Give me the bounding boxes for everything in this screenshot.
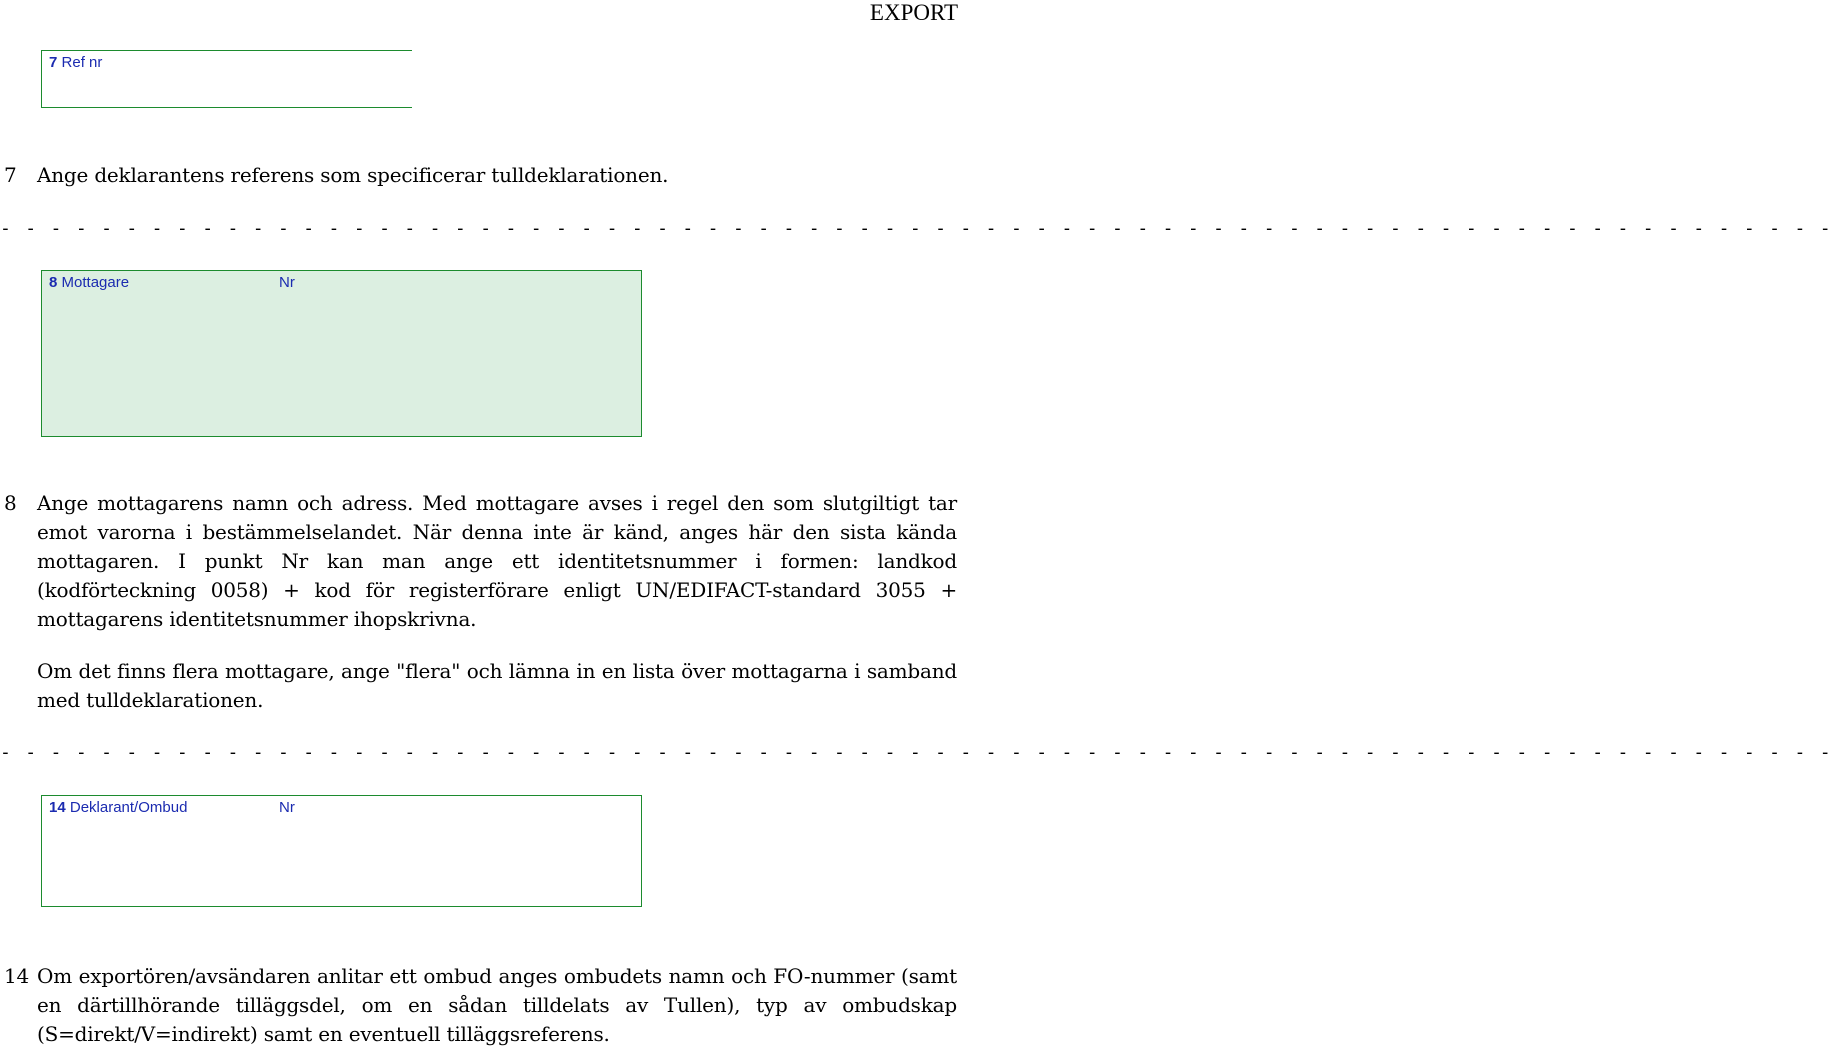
- section-8-text-2: Om det finns flera mottagare, ange "flera" och lämna in en lista över mottagarna i samband med tulldeklarationen.: [37, 659, 957, 712]
- section-8-number: 8: [4, 491, 17, 515]
- ref-nr-field-text: Ref nr: [61, 54, 103, 71]
- mottagare-field-box: [41, 270, 642, 437]
- deklarant-field-text: Deklarant/Ombud: [69, 799, 188, 816]
- section-8-text: Ange mottagarens namn och adress. Med mottagare avses i regel den som slutgiltigt tar emot varorna i bestämmelselandet. När denna inte är känd, anges här den sista kända mottagaren. I punkt Nr kan man ange ett identitetsnummer i formen: landkod (kodförteckning 0058) + kod för registerförare enligt UN/EDIFACT-standard 3055 + mottagarens identitetsnummer ihopskrivna.: [37, 491, 957, 631]
- deklarant-field-label: [49, 799, 187, 816]
- separator-2: - - - - - - - - - - - - - - - - - - - - - - - - - - - - - - - - - - - - - - - - - - - - - - - - - - - - - - - - - - - - - - - - - - - - - - - - -: [0, 742, 1832, 763]
- section-7-number: 7: [4, 163, 17, 187]
- mottagare-field-label: [49, 274, 129, 291]
- mottagare-field-text: Mottagare: [61, 274, 130, 291]
- ref-nr-field-number: 7: [49, 54, 58, 71]
- section-14-number: 14: [4, 964, 30, 988]
- deklarant-field-number: 14: [49, 799, 66, 816]
- section-7-text: Ange deklarantens referens som specificerar tulldeklarationen.: [37, 163, 669, 187]
- page-header-title: EXPORT: [869, 0, 958, 25]
- ref-nr-field-box: [41, 50, 412, 108]
- deklarant-nr-label: Nr: [279, 799, 295, 816]
- ref-nr-field-label: [49, 54, 102, 71]
- deklarant-field-box: [41, 795, 642, 907]
- separator-1: - - - - - - - - - - - - - - - - - - - - - - - - - - - - - - - - - - - - - - - - - - - - - - - - - - - - - - - - - - - - - - - - - - - - - - - - -: [0, 218, 1832, 239]
- mottagare-field-number: 8: [49, 274, 58, 291]
- section-7: [0, 161, 960, 191]
- section-14-text: Om exportören/avsändaren anlitar ett ombud anges ombudets namn och FO-nummer (samt en därtillhörande tilläggsdel, om en sådan tilldelats av Tullen), typ av ombudskap (S=direkt/V=indirekt) samt en eventuell tilläggsreferens.: [37, 964, 957, 1046]
- mottagare-nr-label: Nr: [279, 274, 295, 291]
